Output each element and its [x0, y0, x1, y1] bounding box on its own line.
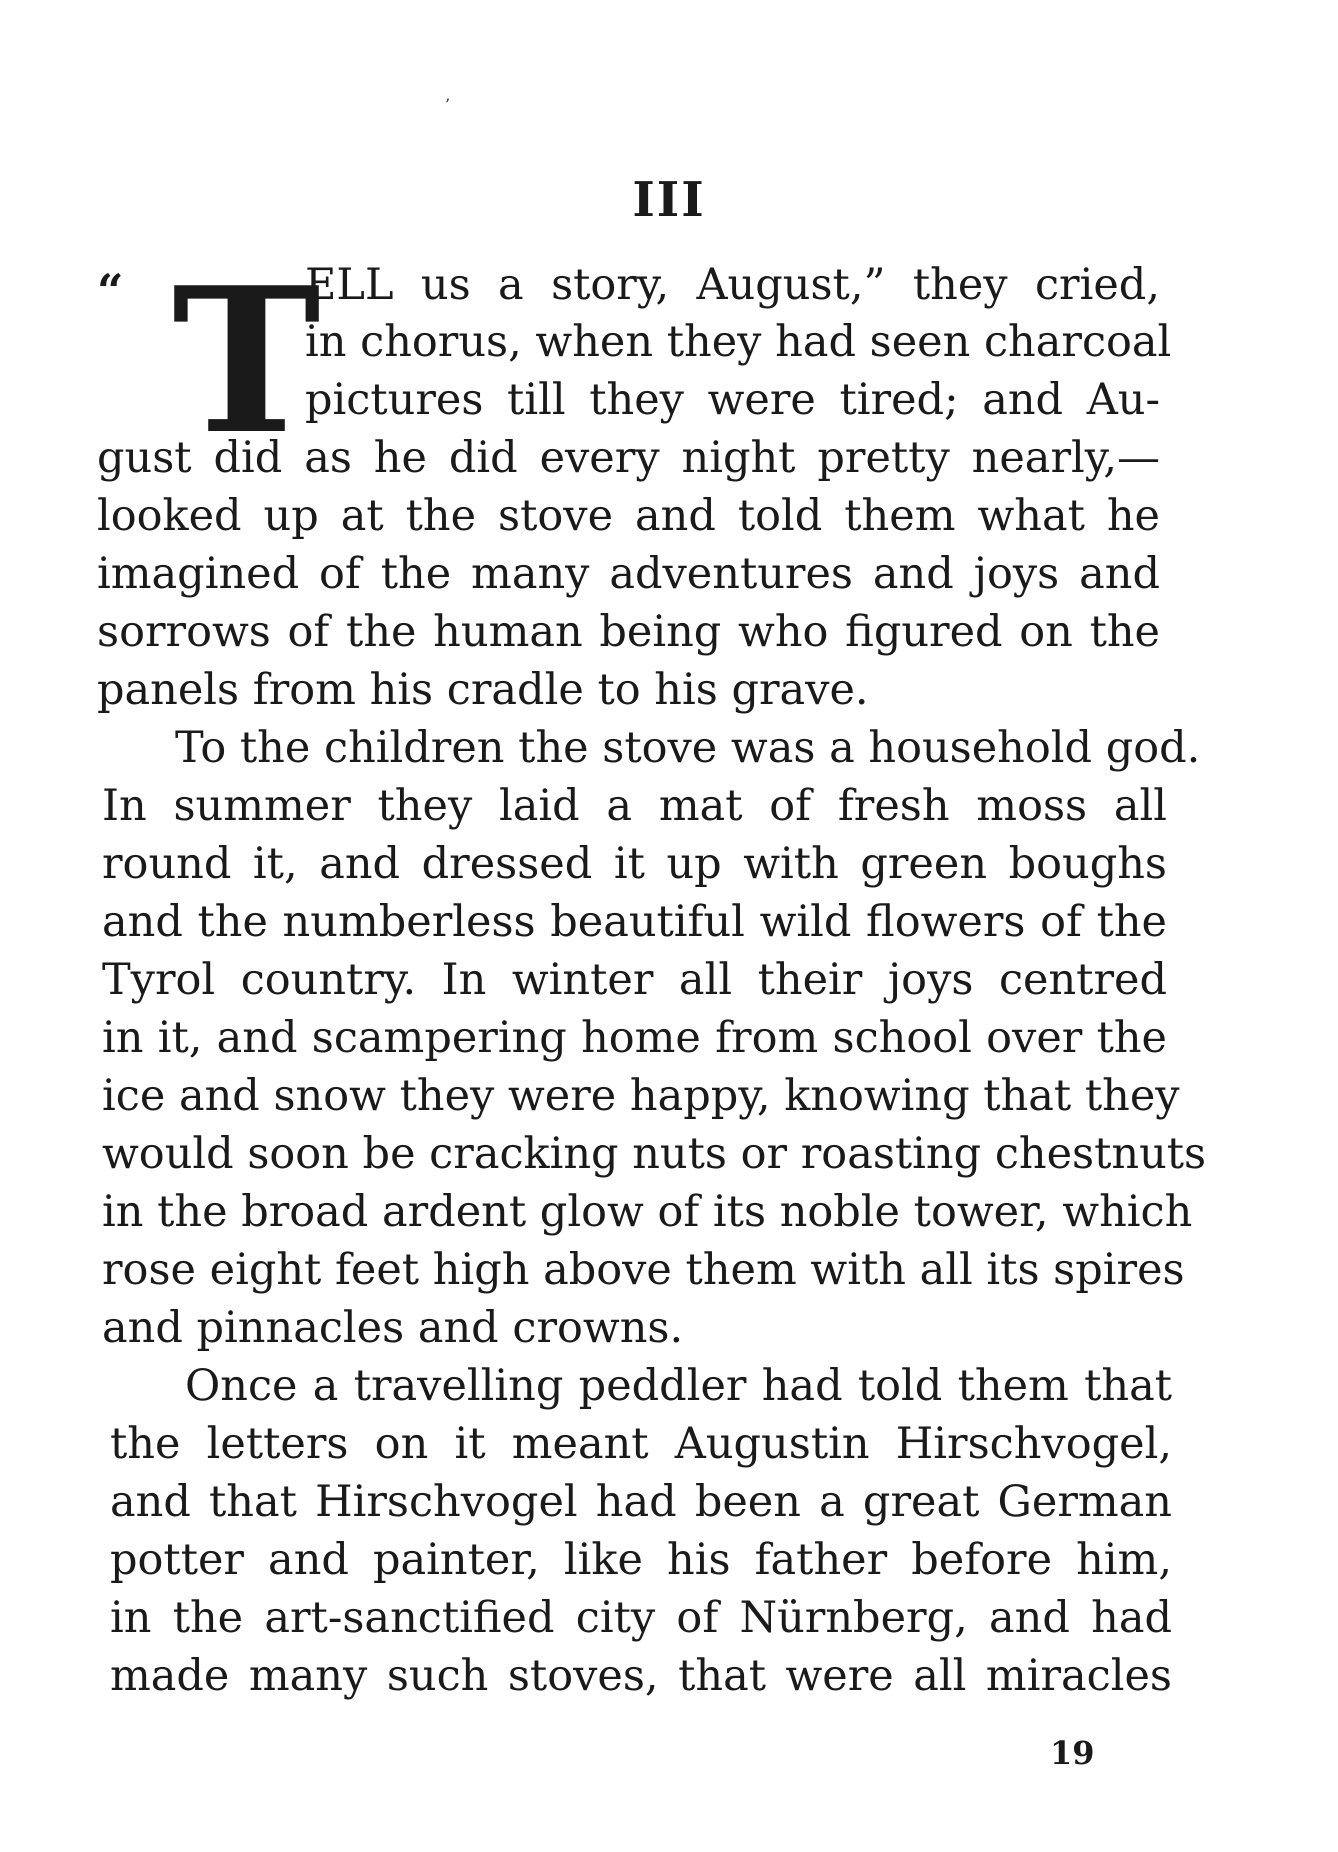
text-line: round it, and dressed it up with green boughs: [102, 839, 1167, 889]
text-line: Tyrol country. In winter all their joys centred: [102, 955, 1167, 1005]
text-line: ELL us a story, August,” they cried,: [305, 260, 1160, 310]
text-line: gust did as he did every night pretty nearly,—: [97, 433, 1160, 483]
text-line: ice and snow they were happy, knowing that they: [102, 1071, 1180, 1121]
text-line: imagined of the many adventures and joys and: [97, 549, 1160, 599]
text-line: the letters on it meant Augustin Hirschvogel,: [110, 1419, 1172, 1469]
text-line: in the art-sanctified city of Nürnberg, and had: [110, 1593, 1172, 1643]
text-line: in it, and scampering home from school over the: [102, 1013, 1167, 1063]
text-line: potter and painter, like his father before him,: [110, 1535, 1172, 1585]
text-line: and the numberless beautiful wild flowers of the: [102, 897, 1167, 947]
chapter-heading: III: [632, 172, 706, 228]
text-line: looked up at the stove and told them what he: [97, 491, 1160, 541]
ink-speck: ’: [445, 95, 451, 114]
text-line: in the broad ardent glow of its noble tower, which: [102, 1187, 1193, 1237]
text-line: and that Hirschvogel had been a great German: [110, 1477, 1172, 1527]
dropcap-letter: T: [172, 244, 321, 479]
text-line: and pinnacles and crowns.: [102, 1303, 684, 1353]
page-number: 19: [1050, 1734, 1095, 1772]
text-line: in chorus, when they had seen charcoal: [305, 317, 1172, 367]
text-line: made many such stoves, that were all miracles: [110, 1651, 1172, 1701]
dropcap-open-quote: “: [97, 264, 124, 318]
text-line: panels from his cradle to his grave.: [97, 665, 869, 715]
text-line: To the children the stove was a household god.: [175, 723, 1201, 773]
text-line: would soon be cracking nuts or roasting chestnuts: [102, 1129, 1207, 1179]
text-line: Once a travelling peddler had told them that: [185, 1361, 1172, 1411]
text-line: sorrows of the human being who figured on the: [97, 607, 1160, 657]
text-line: rose eight feet high above them with all its spires: [102, 1245, 1185, 1295]
text-line: In summer they laid a mat of fresh moss all: [102, 781, 1167, 831]
text-line: pictures till they were tired; and Au-: [305, 375, 1160, 425]
